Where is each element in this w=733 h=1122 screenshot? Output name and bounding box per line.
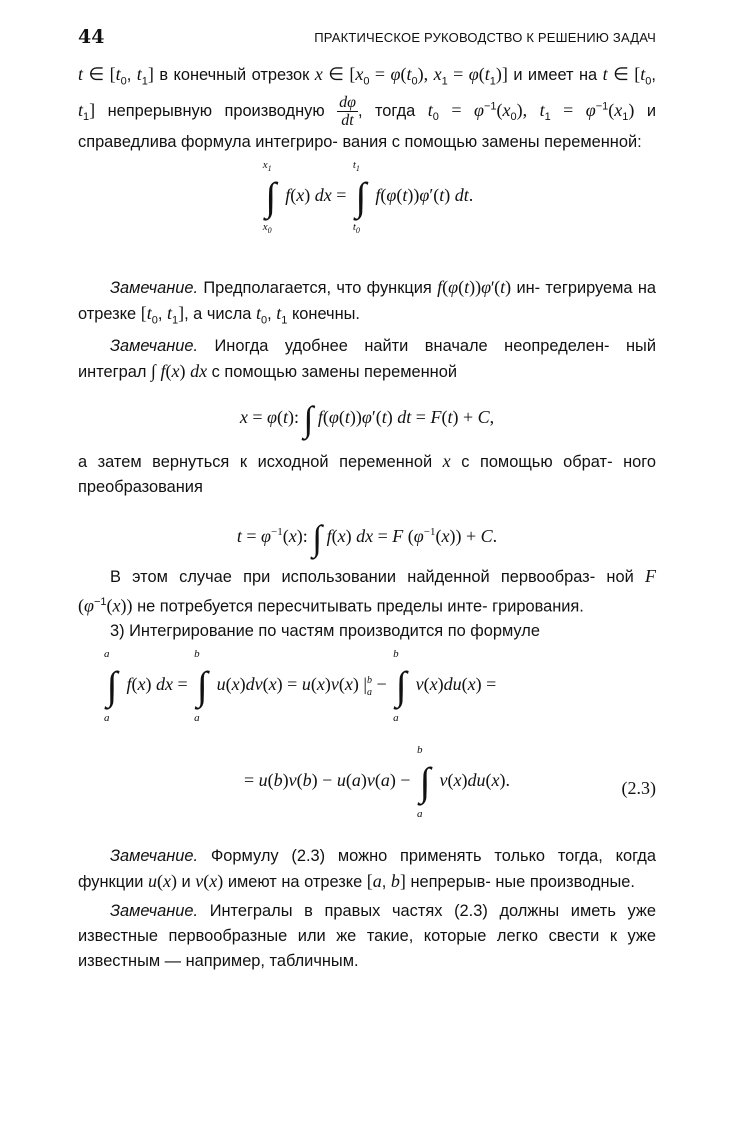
remark-1: Замечание. Предполагается, что функция f(φ(t))φ′(t) ин- тегрируема на отрезке [$t_0$, $t_1$], а числа $t_0$, $t_1$ конечны. — [78, 277, 656, 327]
paragraph-substitution: t ∈ [$t_0$, $t_1$] в конечный отрезок x ∈ [$x_0 = \varphi(t_0)$, $x_1 = \varphi(t_1)$] и имеет на t ∈ [$t_0$, $t_1$] непрерывную производную $\frac{d\varphi}{dt}$ , тогда $t_0 = \varphi^{-1}(x_0)$, $t_1 = \varphi^{-1}(x_1)$ и справедлива формула интегриро- вания с помощью замены переменной: — [78, 64, 657, 152]
page-header — [78, 22, 656, 62]
paragraph-by-parts: 3) Интегрирование по частям производится по формуле — [110, 622, 540, 641]
formula-substitution: ∫ $x_1$ $x_0$ f(x) dx = ∫ $t_1$ $t_0$ f(φ(t))φ′(t) dt. — [262, 159, 474, 236]
formula-by-parts-1: ∫ a a f(x) dx = ∫ b a u(x)dv(x) = u(x)v(x) $|^b_a$ − ∫ b a v(x)du(x) = — [104, 648, 497, 725]
equation-number: (2.3) — [621, 778, 656, 799]
formula-indefinite-substitution: x = φ(t): ∫ f(φ(t))φ′(t) dt = F(t) + C, — [239, 398, 495, 439]
page — [78, 22, 656, 974]
page-number: 44 — [78, 26, 105, 48]
remark-4: Замечание. Интегралы в правых частях (2.3) должны иметь уже известные первообразные или же такие, которые легко свести к уже известным — например, табличным. — [78, 902, 656, 971]
formula-inverse-transform: $t = \varphi^{-1}(x)$: ∫ f(x) dx = F $(\varphi^{-1}(x)) + C$. — [236, 517, 498, 558]
paragraph-back-substitution: а затем вернуться к исходной переменной x с помощью обрат- ного преобразования — [78, 450, 656, 496]
remark-2: Замечание. Иногда удобнее найти вначале неопределен- ный интеграл ∫ f(x) dx с помощью замены переменной — [78, 336, 656, 381]
formula-by-parts-2: = u(b)v(b) − u(a)v(a) − ∫ b a v(x)du(x). (2.3) — [244, 744, 656, 821]
remark-3: Замечание. Формулу (2.3) можно применять только тогда, когда функции u(x) и v(x) имеют на отрезке [a, b] непрерыв- ные производные. — [78, 847, 656, 892]
running-title: ПРАКТИЧЕСКОЕ РУКОВОДСТВО К РЕШЕНИЮ ЗАДАЧ — [314, 30, 656, 45]
paragraph-antiderivative: В этом случае при использовании найденной первообраз- ной F $(\varphi^{-1}(x))$ не потребуется пересчитывать пределы инте- грирования. — [78, 565, 656, 616]
